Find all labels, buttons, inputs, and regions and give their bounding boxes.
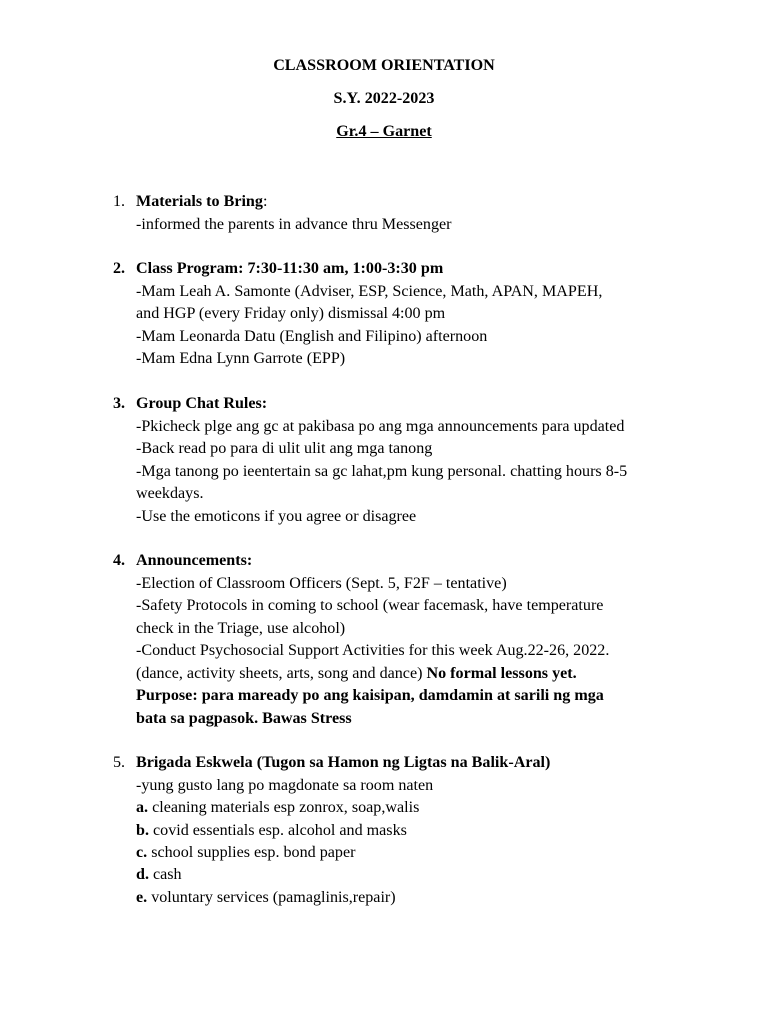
sub-item-text: cash [148, 866, 182, 883]
item-line: check in the Triage, use alcohol) [136, 620, 346, 637]
sub-item [136, 820, 407, 842]
item-heading: Brigada Eskwela (Tugon sa Hamon ng Ligtas na Balik-Aral) [136, 754, 551, 771]
purpose-line: bata sa pagpasok. Bawas Stress [136, 710, 352, 727]
sub-item [136, 797, 419, 819]
school-year: S.Y. 2022-2023 [333, 90, 435, 107]
item-heading: Group Chat Rules: [136, 395, 268, 412]
item-heading [136, 191, 267, 213]
sub-item-letter: d. [136, 866, 149, 883]
sub-item-letter: c. [136, 844, 148, 861]
item-number: 1. [113, 193, 126, 210]
sub-item [136, 864, 182, 886]
sub-item-letter: b. [136, 822, 149, 839]
sub-item-letter: e. [136, 889, 148, 906]
item-line: weekdays. [136, 485, 204, 502]
sub-item-text: voluntary services (pamaglinis,repair) [147, 889, 396, 906]
item-number: 4. [113, 552, 126, 569]
sub-item [136, 842, 355, 864]
section-name [0, 121, 768, 143]
purpose-line: Purpose: para maready po ang kaisipan, damdamin at sarili ng mga [136, 687, 604, 704]
sub-item-letter: a. [136, 799, 149, 816]
section-name-text: Gr.4 – Garnet [336, 123, 432, 140]
item-line: -Mam Edna Lynn Garrote (EPP) [136, 350, 346, 367]
item-number: 5. [113, 754, 126, 771]
item-line: -informed the parents in advance thru Messenger [136, 216, 452, 233]
item-number: 2. [113, 260, 126, 277]
item-line [136, 663, 577, 685]
item-line: -Mam Leonarda Datu (English and Filipino) afternoon [136, 328, 488, 345]
line-bold-text: No formal lessons yet. [426, 665, 577, 682]
item-line: -yung gusto lang po magdonate sa room naten [136, 777, 434, 794]
sub-item-text: covid essentials esp. alcohol and masks [148, 822, 407, 839]
item-line: -Mam Leah A. Samonte (Adviser, ESP, Science, Math, APAN, MAPEH, [136, 283, 603, 300]
item-heading: Announcements: [136, 552, 253, 569]
item-line: -Mga tanong po ieentertain sa gc lahat,pm kung personal. chatting hours 8-5 [136, 463, 628, 480]
sub-item-text: school supplies esp. bond paper [147, 844, 356, 861]
sub-item-text: cleaning materials esp zonrox, soap,walis [148, 799, 420, 816]
item-number: 3. [113, 395, 126, 412]
heading-text: Materials to Bring [136, 193, 263, 210]
item-line: -Use the emoticons if you agree or disagree [136, 508, 417, 525]
item-line: -Pkicheck plge ang gc at pakibasa po ang mga announcements para updated [136, 418, 625, 435]
heading-colon: : [262, 193, 268, 210]
line-text: (dance, activity sheets, arts, song and dance) [136, 665, 427, 682]
item-line: and HGP (every Friday only) dismissal 4:00 pm [136, 305, 446, 322]
sub-item [136, 887, 396, 909]
item-heading: Class Program: 7:30-11:30 am, 1:00-3:30 pm [136, 260, 444, 277]
document-title: CLASSROOM ORIENTATION [273, 57, 495, 74]
item-line: -Election of Classroom Officers (Sept. 5, F2F – tentative) [136, 575, 507, 592]
item-line: -Safety Protocols in coming to school (wear facemask, have temperature [136, 597, 604, 614]
item-line: -Back read po para di ulit ulit ang mga tanong [136, 440, 433, 457]
item-line: -Conduct Psychosocial Support Activities for this week Aug.22-26, 2022. [136, 642, 610, 659]
